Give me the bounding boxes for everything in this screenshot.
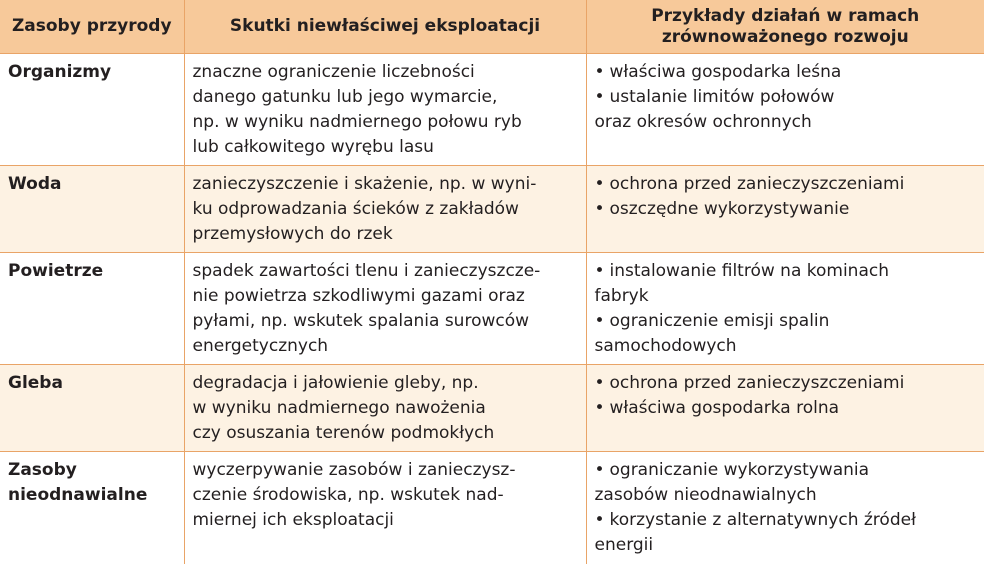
actions-cell — [586, 54, 984, 166]
effects-cell: spadek zawartości tlenu i zanieczyszcze- nie powietrza szkodliwymi gazami oraz pyłami, np. wskutek spalania surowców energetycznych — [184, 253, 586, 365]
resource-cell: Powietrze — [0, 253, 184, 365]
effects-cell: wyczerpywanie zasobów i zanieczysz- czenie środowiska, np. wskutek nad- miernej ich eksploatacji — [184, 452, 586, 564]
table-row — [0, 253, 984, 365]
resource-cell: Zasoby nieodnawialne — [0, 452, 184, 564]
header-row — [0, 0, 984, 54]
table-row — [0, 365, 984, 452]
actions-cell — [586, 253, 984, 365]
bullet-item: • ochrona przed zanieczyszczeniami — [595, 172, 977, 197]
resource-cell: Organizmy — [0, 54, 184, 166]
bullet-item: • ograniczanie wykorzystywania zasobów nieodnawialnych — [595, 458, 977, 508]
resource-cell: Woda — [0, 166, 184, 253]
bullet-item: • ochrona przed zanieczyszczeniami — [595, 371, 977, 396]
bullet-item: • właściwa gospodarka leśna — [595, 60, 977, 85]
header-resource: Zasoby przyrody — [0, 0, 184, 54]
bullet-item: • oszczędne wykorzystywanie — [595, 197, 977, 222]
effects-cell: znaczne ograniczenie liczebności danego gatunku lub jego wymarcie, np. w wyniku nadmiernego połowu ryb lub całkowitego wyrębu lasu — [184, 54, 586, 166]
bullet-item: • korzystanie z alternatywnych źródeł energii — [595, 508, 977, 558]
bullet-item: • ustalanie limitów połowów oraz okresów ochronnych — [595, 85, 977, 135]
effects-cell: degradacja i jałowienie gleby, np. w wyniku nadmiernego nawożenia czy osuszania terenów podmokłych — [184, 365, 586, 452]
actions-cell — [586, 365, 984, 452]
bullet-item: • właściwa gospodarka rolna — [595, 396, 977, 421]
table-row — [0, 452, 984, 564]
actions-cell — [586, 452, 984, 564]
resource-cell: Gleba — [0, 365, 184, 452]
header-actions: Przykłady działań w ramach zrównoważonego rozwoju — [586, 0, 984, 54]
effects-cell: zanieczyszczenie i skażenie, np. w wyni- ku odprowadzania ścieków z zakładów przemysłowych do rzek — [184, 166, 586, 253]
table-row — [0, 166, 984, 253]
table-row — [0, 54, 984, 166]
bullet-item: • instalowanie filtrów na kominach fabryk — [595, 259, 977, 309]
bullet-item: • ograniczenie emisji spalin samochodowych — [595, 309, 977, 359]
actions-cell — [586, 166, 984, 253]
header-effects: Skutki niewłaściwej eksploatacji — [184, 0, 586, 54]
